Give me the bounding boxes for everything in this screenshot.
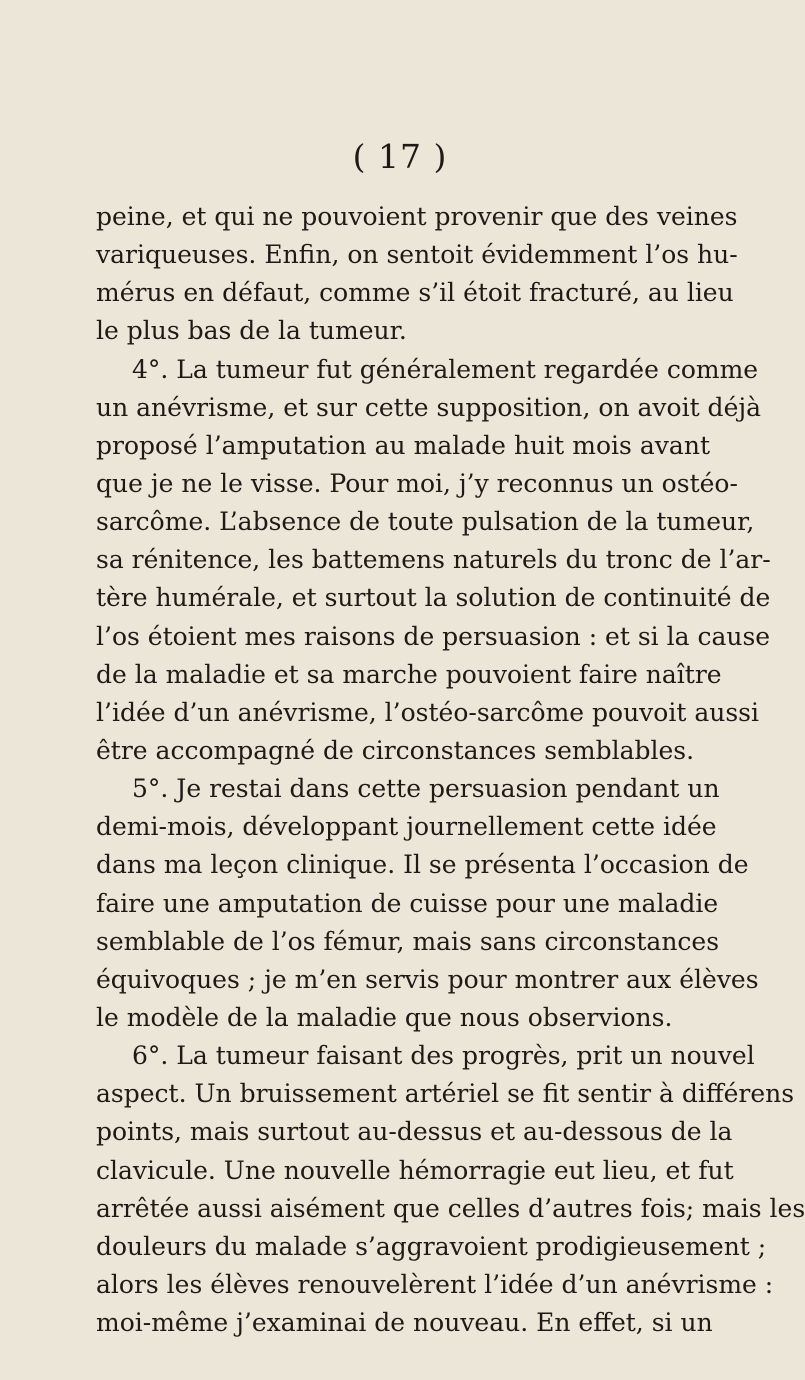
text-line: de la maladie et sa marche pouvoient faire naître <box>96 659 722 689</box>
text-line: moi-même j’examinai de nouveau. En effet, si un <box>96 1308 713 1338</box>
text-line: que je ne le visse. Pour moi, j’y reconnus un ostéo- <box>96 468 738 498</box>
text-line: arrêtée aussi aisément que celles d’autres fois; mais les <box>96 1193 805 1223</box>
text-line: dans ma leçon clinique. Il se présenta l’occasion de <box>96 850 749 880</box>
text-line: le modèle de la maladie que nous observions. <box>96 1002 673 1032</box>
text-line: sarcôme. L’absence de toute pulsation de la tumeur, <box>96 507 755 537</box>
text-line: 5°. Je restai dans cette persuasion pendant un <box>132 774 720 804</box>
text-line: sa rénitence, les battemens naturels du tronc de l’ar- <box>96 545 771 575</box>
text-line: un anévrisme, et sur cette supposition, on avoit déjà <box>96 392 762 422</box>
text-line: l’idée d’un anévrisme, l’ostéo-sarcôme pouvoit aussi <box>96 697 760 727</box>
text-line: douleurs du malade s’aggravoient prodigieusement ; <box>96 1231 767 1261</box>
text-line: peine, et qui ne pouvoient provenir que des veines <box>96 202 738 231</box>
text-line: demi-mois, développant journellement cette idée <box>96 812 717 842</box>
text-line: semblable de l’os fémur, mais sans circonstances <box>96 926 720 956</box>
text-line: mérus en défaut, comme s’il étoit fracturé, au lieu <box>96 278 734 308</box>
text-line: 6°. La tumeur faisant des progrès, prit un nouvel <box>132 1041 755 1071</box>
text-line: points, mais surtout au-dessus et au-dessous de la <box>96 1117 733 1147</box>
text-line: proposé l’amputation au malade huit mois avant <box>96 430 710 460</box>
text-line: équivoques ; je m’en servis pour montrer aux élèves <box>96 964 759 994</box>
text-line: 4°. La tumeur fut généralement regardée comme <box>132 354 759 384</box>
text-line: aspect. Un bruissement artériel se fit sentir à différens <box>96 1079 795 1109</box>
body-text <box>96 198 805 1342</box>
text-line: clavicule. Une nouvelle hémorragie eut lieu, et fut <box>96 1155 734 1185</box>
page-number: ( 17 ) <box>352 137 448 176</box>
text-line: tère humérale, et surtout la solution de continuité de <box>96 583 771 613</box>
text-line: le plus bas de la tumeur. <box>96 316 407 346</box>
text-line: variqueuses. Enfin, on sentoit évidemment l’os hu- <box>96 240 738 270</box>
text-line: l’os étoient mes raisons de persuasion : et si la cause <box>96 621 771 651</box>
text-line: alors les élèves renouvelèrent l’idée d’un anévrisme : <box>96 1269 774 1299</box>
text-line: être accompagné de circonstances semblables. <box>96 735 695 765</box>
text-line: faire une amputation de cuisse pour une maladie <box>96 888 719 918</box>
